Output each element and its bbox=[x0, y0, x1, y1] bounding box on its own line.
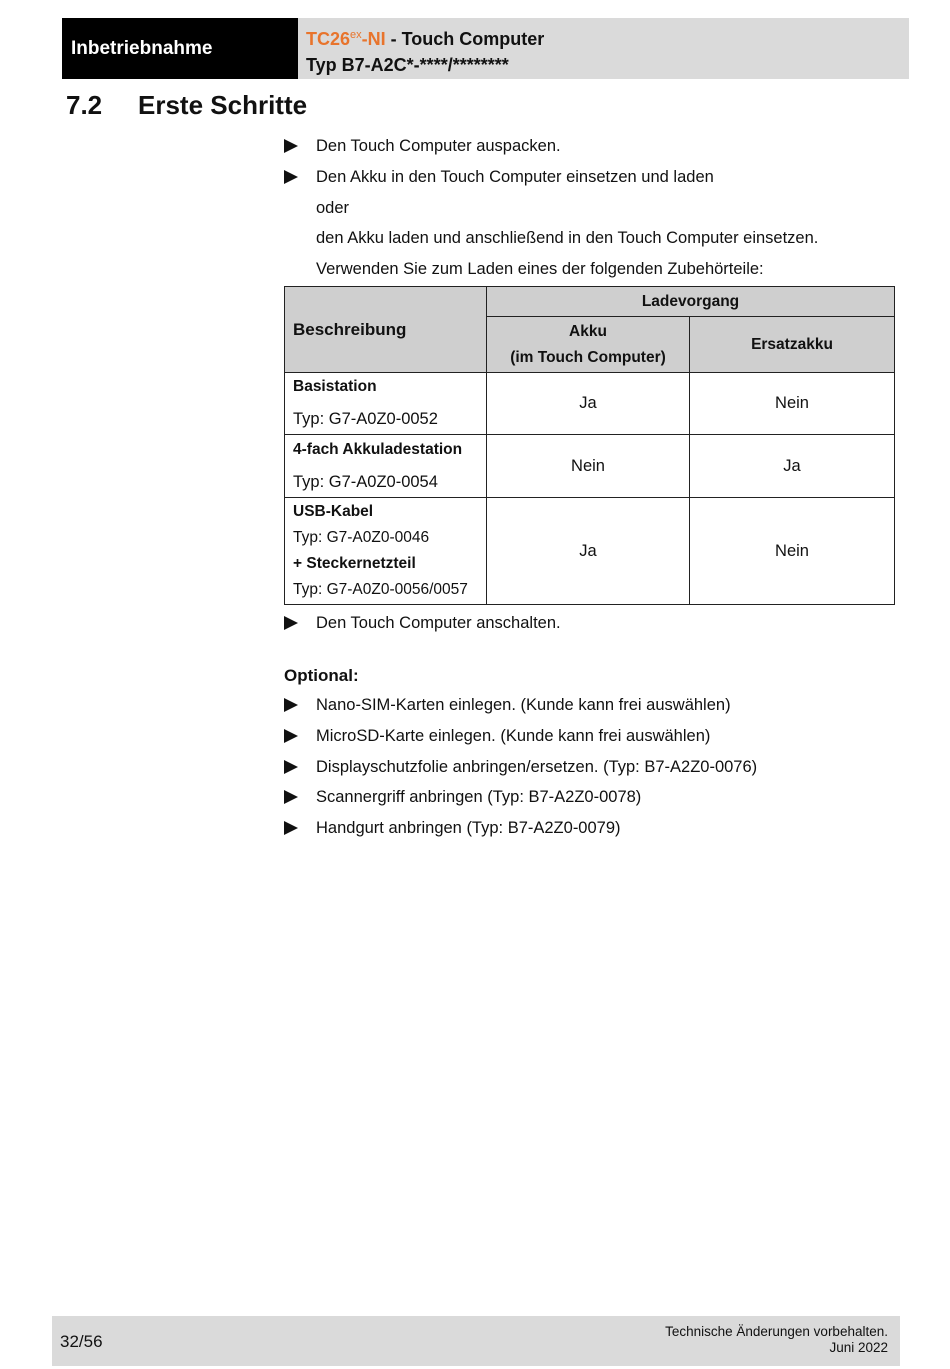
row-name-2: + Steckernetzteil bbox=[293, 555, 416, 572]
table-row bbox=[285, 498, 895, 605]
bullet-arrow-icon bbox=[284, 790, 298, 804]
optional-item: MicroSD-Karte einlegen. (Kunde kann frei auswählen) bbox=[316, 727, 711, 745]
row-name: Basistation bbox=[293, 378, 377, 395]
row-akku: Ja bbox=[487, 498, 690, 605]
bullet-arrow-icon bbox=[284, 760, 298, 774]
accessories-table bbox=[284, 286, 895, 605]
section-title: Erste Schritte bbox=[138, 90, 308, 120]
page-number: 32/56 bbox=[60, 1332, 103, 1351]
row-type-2: Typ: G7-A0Z0-0056/0057 bbox=[293, 581, 468, 598]
optional-item: Handgurt anbringen (Typ: B7-A2Z0-0079) bbox=[316, 819, 621, 837]
row-description bbox=[285, 498, 487, 605]
step-1: Den Touch Computer auspacken. bbox=[316, 137, 561, 155]
row-ersatz: Ja bbox=[690, 435, 895, 498]
step-2-alt: den Akku laden und anschließend in den Touch Computer einsetzen. bbox=[316, 229, 819, 247]
step-2-or: oder bbox=[316, 199, 350, 217]
header-type-line: Typ B7-A2C*-****/******** bbox=[306, 55, 509, 75]
bullet-arrow-icon bbox=[284, 729, 298, 743]
optional-item: Displayschutzfolie anbringen/ersetzen. (Typ: B7-A2Z0-0076) bbox=[316, 758, 758, 776]
row-name: USB-Kabel bbox=[293, 503, 374, 520]
optional-heading: Optional: bbox=[284, 666, 359, 685]
page-footer bbox=[52, 1316, 900, 1366]
product-suffix: -NI bbox=[361, 29, 386, 49]
row-akku: Ja bbox=[487, 373, 690, 435]
row-type: Typ: G7-A0Z0-0052 bbox=[293, 410, 438, 428]
bullet-arrow-icon bbox=[284, 139, 298, 153]
bullet-arrow-icon bbox=[284, 698, 298, 712]
row-type: Typ: G7-A0Z0-0054 bbox=[293, 472, 438, 491]
row-akku: Nein bbox=[487, 435, 690, 498]
akku-sublabel: (im Touch Computer) bbox=[510, 348, 666, 366]
akku-label: Akku bbox=[569, 322, 607, 340]
section-number: 7.2 bbox=[66, 90, 103, 120]
table-header-description: Beschreibung bbox=[285, 287, 487, 373]
table-header-ersatzakku: Ersatzakku bbox=[690, 317, 895, 373]
bullet-arrow-icon bbox=[284, 170, 298, 184]
row-type: Typ: G7-A0Z0-0046 bbox=[293, 529, 430, 546]
row-description bbox=[285, 435, 487, 498]
optional-item: Nano-SIM-Karten einlegen. (Kunde kann frei auswählen) bbox=[316, 696, 731, 714]
table-row bbox=[285, 373, 895, 435]
footer-date: Juni 2022 bbox=[829, 1340, 888, 1355]
step-2: Den Akku in den Touch Computer einsetzen und laden bbox=[316, 168, 714, 186]
table-row bbox=[285, 435, 895, 498]
footer-note-block bbox=[665, 1324, 888, 1356]
header-section-text: Inbetriebnahme bbox=[71, 37, 213, 59]
footer-note: Technische Änderungen vorbehalten. bbox=[665, 1324, 888, 1339]
header-product-block bbox=[298, 18, 909, 79]
product-rest: - Touch Computer bbox=[385, 29, 545, 49]
row-ersatz: Nein bbox=[690, 373, 895, 435]
product-sup: ex bbox=[350, 29, 362, 41]
step-2-note: Verwenden Sie zum Laden eines der folgenden Zubehörteile: bbox=[316, 260, 764, 278]
table-header-akku bbox=[487, 317, 690, 373]
header-section-label bbox=[62, 18, 298, 79]
row-description bbox=[285, 373, 487, 435]
header-product-title bbox=[306, 26, 909, 52]
row-ersatz: Nein bbox=[690, 498, 895, 605]
bullet-arrow-icon bbox=[284, 616, 298, 630]
product-name: TC26 bbox=[306, 29, 351, 49]
bullet-arrow-icon bbox=[284, 821, 298, 835]
table-header-charging: Ladevorgang bbox=[487, 287, 895, 317]
row-name: 4-fach Akkuladestation bbox=[293, 440, 463, 458]
step-3: Den Touch Computer anschalten. bbox=[316, 614, 561, 632]
optional-item: Scannergriff anbringen (Typ: B7-A2Z0-0078) bbox=[316, 788, 642, 806]
